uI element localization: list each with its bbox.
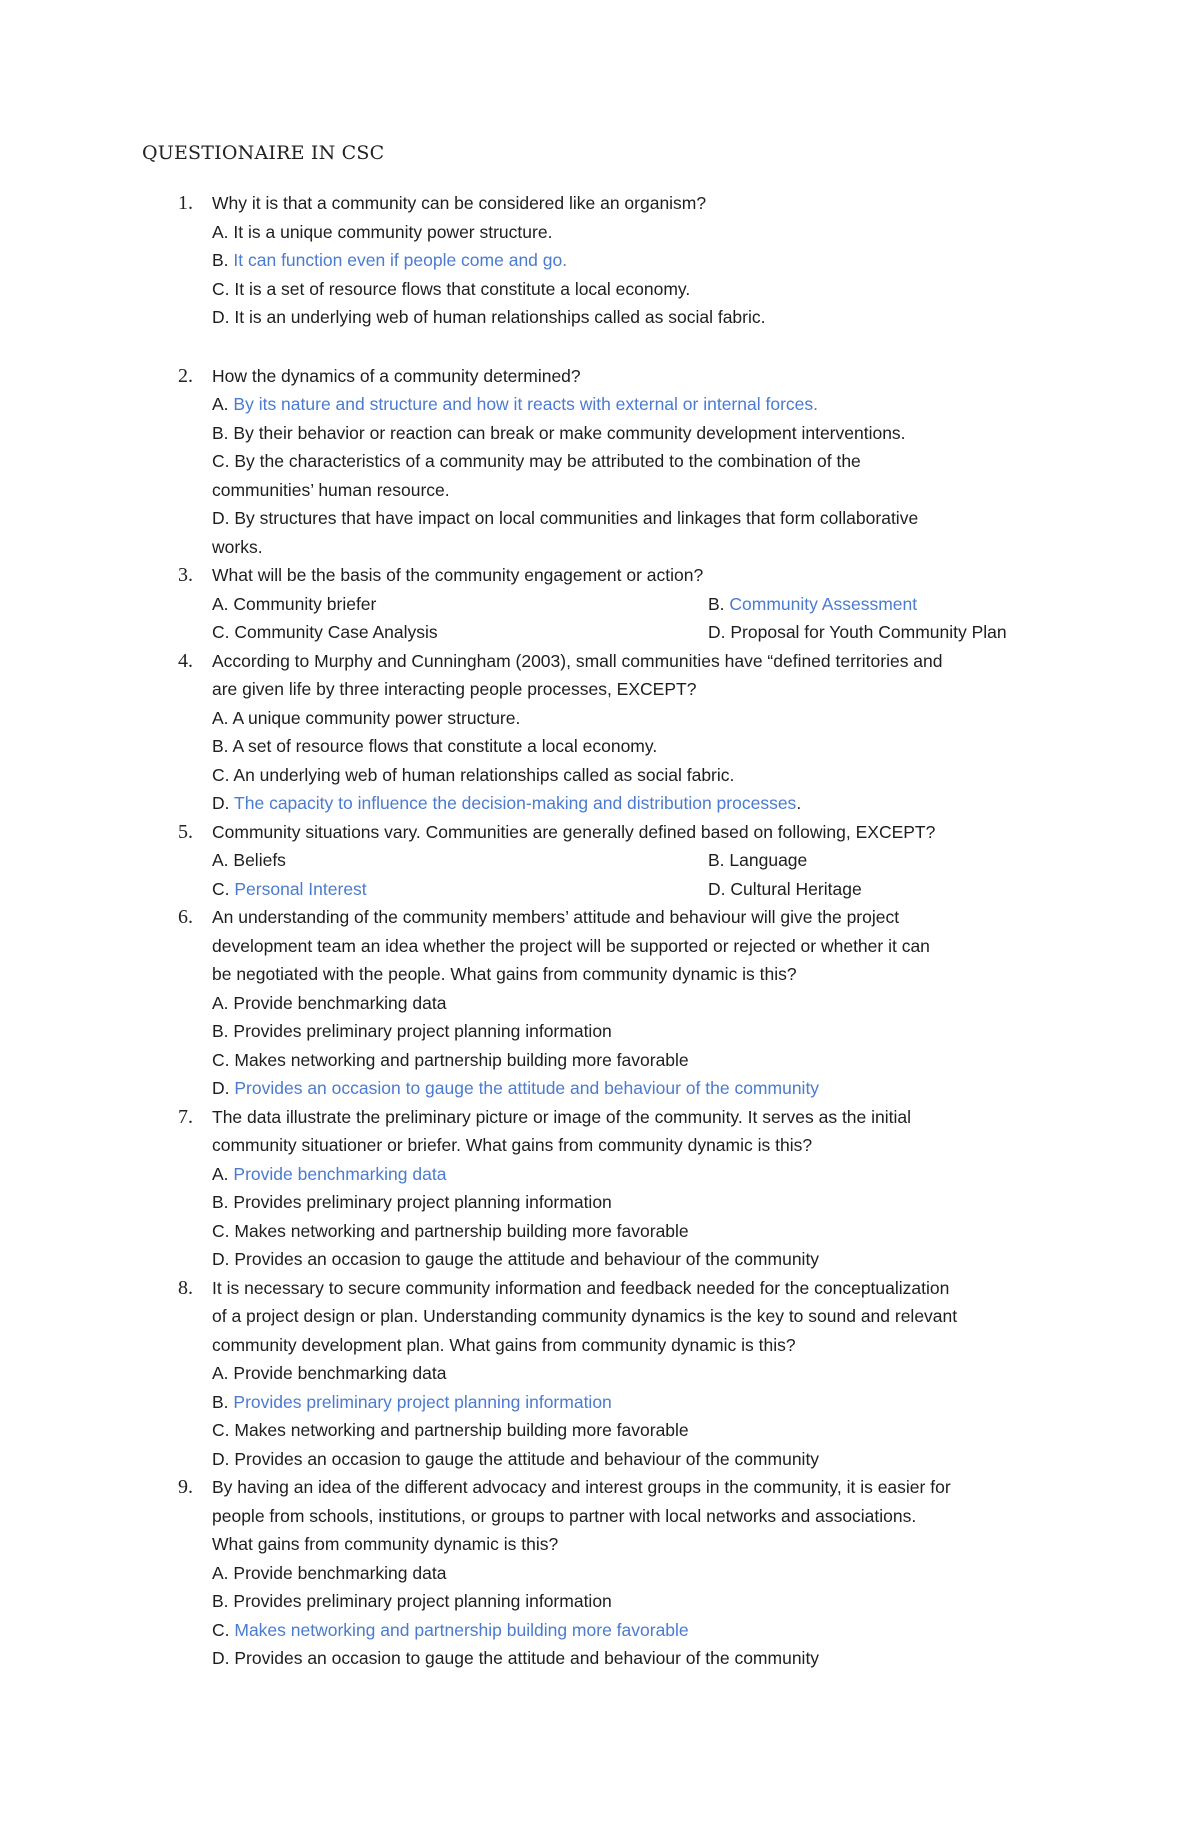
question-number: 9. [178,1476,193,1498]
question-text: Why it is that a community can be considered like an organism? [212,193,707,213]
option-letter: B. [212,1192,234,1212]
answer-option [212,218,1200,247]
question-text: community development plan. What gains from community dynamic is this? [212,1334,796,1355]
answer-option [212,1445,1200,1474]
answer-option [212,590,708,619]
answer-option [212,875,708,904]
answer-option [212,789,1200,818]
answer-option [212,1188,1200,1217]
option-letter: B. [212,1391,234,1412]
option-text-correct: Community Assessment [729,593,918,614]
answer-option [212,1388,1200,1417]
question [0,189,1200,332]
question-list [0,189,1200,1673]
question-text: By having an idea of the different advocacy and interest groups in the community, it is easier for [212,1477,951,1497]
option-letter: D. [212,508,235,528]
question-text: be negotiated with the people. What gains from community dynamic is this? [212,964,797,984]
option-text-correct: Personal Interest [234,878,367,899]
option-letter: D. [212,1078,235,1098]
answer-option [212,447,1200,476]
option-text: Cultural Heritage [730,878,862,899]
question-text: It is necessary to secure community information and feedback needed for the conceptualization [212,1277,950,1298]
option-text: Provide benchmarking data [233,992,447,1013]
answer-option [212,419,1200,448]
answer-option [212,1217,1200,1246]
question-text: According to Murphy and Cunningham (2003), small communities have “defined territories and [212,650,943,671]
answer-option [212,732,1200,761]
option-letter: A. [212,1163,234,1184]
option-text: Provides preliminary project planning information [233,1591,612,1611]
option-letter: D. [212,1448,235,1469]
option-text-correct: By its nature and structure and how it reacts with external or internal forces. [233,394,818,414]
question [0,1473,1200,1673]
option-text: Language [729,850,808,870]
option-letter: C. [212,451,235,471]
option-letter: C. [212,878,235,899]
option-letter: C. [212,1049,235,1070]
option-letter: A. [212,1363,234,1383]
option-letter: C. [212,622,235,642]
option-text-correct: It can function even if people come and go. [233,250,568,270]
option-text-correct: Provides an occasion to gauge the attitude and behaviour of the community [234,1078,820,1098]
answer-option [212,1017,1200,1046]
option-text: Proposal for Youth Community Plan [730,622,1007,642]
question [0,903,1200,1103]
option-text: Provide benchmarking data [233,1363,447,1383]
option-text-correct: Makes networking and partnership building more favorable [234,1619,689,1640]
question-number: 7. [178,1105,193,1128]
option-letter: B. [212,1021,234,1041]
option-text-correct: Provides preliminary project planning information [233,1391,612,1412]
option-letter: D. [212,307,235,327]
option-letter: D. [708,622,731,642]
option-text: By structures that have impact on local communities and linkages that form collaborative [234,508,919,528]
document-title: QUESTIONAIRE IN CSC [142,142,385,164]
option-text: Provides preliminary project planning information [233,1192,612,1212]
question-text: What gains from community dynamic is this? [212,1534,559,1554]
question-text: Community situations vary. Communities are generally defined based on following, EXCEPT? [212,821,936,842]
question [0,362,1200,562]
answer-option [212,846,708,875]
answer-option [212,1559,1200,1588]
question-text: community situationer or briefer. What gains from community dynamic is this? [212,1135,813,1155]
answer-option [212,1359,1200,1388]
answer-option [708,846,1068,875]
option-letter: A. [212,1562,234,1583]
option-letter: A. [212,221,234,242]
question-text: What will be the basis of the community engagement or action? [212,565,704,585]
option-text: Makes networking and partnership building more favorable [234,1049,689,1070]
question [0,561,1200,647]
question-number: 5. [178,820,193,843]
option-letter: A. [212,394,234,414]
option-text: It is a unique community power structure. [233,221,553,242]
answer-option [708,618,1068,647]
answer-option [212,504,1200,533]
option-text: Community briefer [233,593,377,614]
answer-option [212,275,1200,304]
answer-option [212,1245,1200,1274]
option-letter: A. [212,593,234,614]
option-text: It is a set of resource flows that constitute a local economy. [234,278,691,299]
answer-option [212,1160,1200,1189]
answer-option [212,761,1200,790]
option-letter: B. [708,850,730,870]
option-suffix: . [796,793,802,813]
option-letter: D. [708,878,731,899]
option-letter: A. [212,850,234,870]
question [0,647,1200,818]
option-text-correct: Provide benchmarking data [233,1163,447,1184]
question [0,1103,1200,1274]
answer-option [212,1046,1200,1075]
option-text: Provide benchmarking data [233,1562,447,1583]
option-letter: D. [212,793,235,813]
answer-option [212,1587,1200,1616]
question-number: 8. [178,1276,193,1299]
option-letter: D. [212,1648,235,1668]
option-text: An underlying web of human relationships called as social fabric. [233,764,735,785]
option-text: A set of resource flows that constitute a local economy. [232,736,658,756]
option-text: Community Case Analysis [234,622,438,642]
answer-option [212,303,1200,332]
question-number: 4. [178,649,193,672]
option-letter: A. [212,992,234,1013]
answer-option [708,875,1068,904]
option-text: Provides an occasion to gauge the attitude and behaviour of the community [234,1648,820,1668]
question-text: How the dynamics of a community determined? [212,365,581,386]
option-text-correct: The capacity to influence the decision-making and distribution processes [234,793,797,813]
question-text: of a project design or plan. Understanding community dynamics is the key to sound and relevant [212,1306,958,1326]
option-text: By their behavior or reaction can break or make community development interventions. [233,422,906,443]
question-number: 6. [178,906,193,928]
question-text: development team an idea whether the project will be supported or rejected or whether it can [212,935,930,956]
answer-option-continued: works. [212,536,263,557]
option-letter: B. [212,250,234,270]
question-number: 1. [178,192,193,214]
answer-option [212,704,1200,733]
answer-options-grid [212,846,1200,903]
option-letter: B. [212,422,234,443]
option-letter: B. [212,736,233,756]
question-text: The data illustrate the preliminary picture or image of the community. It serves as the initial [212,1106,912,1127]
option-text: It is an underlying web of human relationships called as social fabric. [234,307,766,327]
option-text: Makes networking and partnership building more favorable [234,1420,689,1440]
option-text: By the characteristics of a community may be attributed to the combination of the [234,451,861,471]
option-letter: C. [212,1619,235,1640]
option-letter: A. [212,707,233,728]
answer-option [212,390,1200,419]
answer-option [212,1416,1200,1445]
option-text: Provides preliminary project planning information [233,1021,612,1041]
option-letter: B. [708,593,730,614]
option-text: Beliefs [233,850,286,870]
option-letter: C. [212,764,234,785]
question-text: are given life by three interacting people processes, EXCEPT? [212,679,697,699]
option-letter: B. [212,1591,234,1611]
answer-option [212,618,708,647]
answer-option [212,1644,1200,1673]
answer-option [212,246,1200,275]
answer-options-grid [212,590,1200,647]
option-text: Provides an occasion to gauge the attitude and behaviour of the community [234,1249,820,1269]
question-text: An understanding of the community members’ attitude and behaviour will give the project [212,907,900,927]
option-letter: C. [212,278,235,299]
option-letter: C. [212,1420,235,1440]
question-number: 2. [178,364,193,387]
answer-option [212,1074,1200,1103]
answer-option [212,1616,1200,1645]
option-text: A unique community power structure. [232,707,521,728]
option-text: Provides an occasion to gauge the attitude and behaviour of the community [234,1448,820,1469]
question-text: people from schools, institutions, or groups to partner with local networks and associations. [212,1505,917,1526]
question [0,1274,1200,1474]
answer-option-continued: communities’ human resource. [212,479,450,500]
option-text: Makes networking and partnership building more favorable [234,1220,689,1241]
answer-option [708,590,1068,619]
option-letter: D. [212,1249,235,1269]
option-letter: C. [212,1220,235,1241]
question [0,818,1200,904]
spacer [0,332,1200,362]
question-number: 3. [178,564,193,586]
answer-option [212,989,1200,1018]
